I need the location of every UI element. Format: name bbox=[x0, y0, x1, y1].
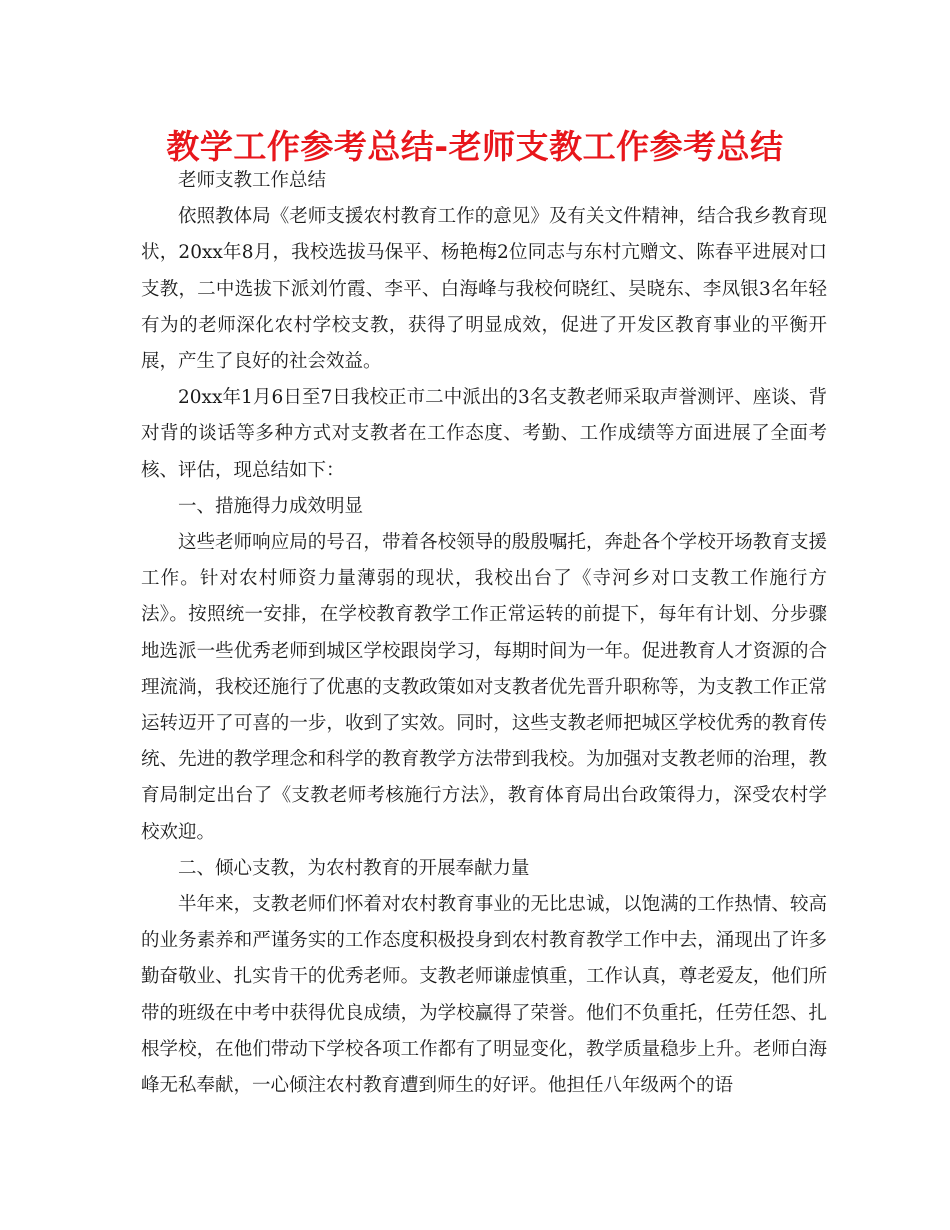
document-title: 教学工作参考总结-老师支教工作参考总结 bbox=[166, 127, 784, 166]
section-heading-2: 二、倾心支教，为农村教育的开展奉献力量 bbox=[178, 857, 530, 879]
section-2-paragraph: 半年来，支教老师们怀着对农村教育事业的无比忠诚，以饱满的工作热情、较高的业务素养和严谨务实的工作态度积极投身到农村教育教学工作中去，涌现出了许多勤奋敬业、扎实肯干的优秀老师。支教老师谦虚慎重，工作认真，尊老爱友，他们所带的班级在中考中获得优良成绩，为学校赢得了荣誉。他们不负重托，任劳任怨、扎根学校，在他们带动下学校各项工作都有了明显变化，教学质量稳步上升。老师白海峰无私奉献，一心倾注农村教育遭到师生的好评。他担任八年级两个的语 bbox=[141, 894, 827, 1097]
section-1-paragraph: 这些老师响应局的号召，带着各校领导的殷殷嘱托，奔赴各个学校开场教育支援工作。针对农村师资力量薄弱的现状，我校出台了《寺河乡对口支教工作施行方法》。按照统一安排，在学校教育教学工作正常运转的前提下，每年有计划、分步骤地选派一些优秀老师到城区学校跟岗学习，每期时间为一年。促进教育人才资源的合理流淌，我校还施行了优惠的支教政策如对支教者优先晋升职称等，为支教工作正常运转迈开了可喜的一步，收到了实效。同时，这些支教老师把城区学校优秀的教育传统、先进的教学理念和科学的教育教学方法带到我校。为加强对支教老师的治理，教育局制定出台了《支教老师考核施行方法》，教育体育局出台政策得力，深受农村学校欢迎。 bbox=[141, 532, 827, 843]
section-heading-1: 一、措施得力成效明显 bbox=[178, 495, 364, 517]
assessment-paragraph: 20xx年1月6日至7日我校正市二中派出的3名支教老师采取声誉测评、座谈、背对背的谈话等多种方式对支教者在工作态度、考勤、工作成绩等方面进展了全面考核、评估，现总结如下： bbox=[141, 387, 827, 481]
subtitle-paragraph: 老师支教工作总结 bbox=[178, 170, 327, 191]
intro-paragraph: 依照教体局《老师支援农村教育工作的意见》及有关文件精神，结合我乡教育现状，20xx年8月，我校选拔马保平、杨艳梅2位同志与东村亢赠文、陈春平进展对口支教，二中选拔下派刘竹霞、李平、白海峰与我校何晓红、吴晓东、李凤银3名年轻有为的老师深化农村学校支教，获得了明显成效，促进了开发区教育事业的平衡开展，产生了良好的社会效益。 bbox=[141, 206, 827, 373]
document-body bbox=[141, 163, 827, 1104]
